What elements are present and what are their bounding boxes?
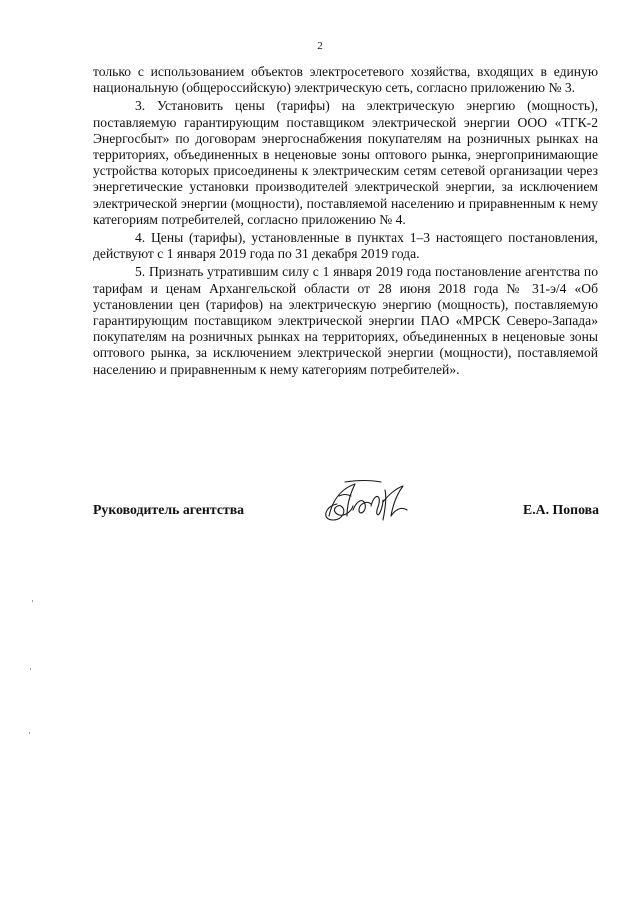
paragraph-continuation: только с использованием объектов электросетевого хозяйства, входящих в единую национальную (общероссийскую) электрическую сеть, согласно приложению № 3. [93,64,598,96]
signer-title: Руководитель агентства [93,502,245,517]
signer-name: Е.А. Попова [523,502,599,517]
paragraph-item-3: 3. Установить цены (тарифы) на электрическую энергию (мощность), поставляемую гарантирующим поставщиком электрической энергии ООО «ТГК-2 Энергосбыт» по договорам энергоснабжения покупателям на розничных рынках на территориях, объединенных в неценовые зоны оптового рынка, энергопринимающие устройства которых присоединены к электрическим сетям сетевой организации через энергетические установки производителей электрической энергии, за исключением электрической энергии (мощности), поставляемой населению и приравненным к нему категориям потребителей, согласно приложению № 4. [93,98,598,227]
paragraph-item-5: 5. Признать утратившим силу с 1 января 2019 года постановление агентства по тарифам и ценам Архангельской области от 28 июня 2018 года № 31-э/4 «Об установлении цен (тарифов) на электрическую энергию (мощность), поставляемую гарантирующим поставщиком электрической энергии ПАО «МРСК Северо-Запада» покупателям на розничных рынках на территориях, объединенных в неценовые зоны оптового рынка, за исключением электрической энергии (мощности), поставляемой населению и приравненным к нему категориям потребителей». [93,264,598,377]
signature-block [93,500,599,532]
paragraph-item-4: 4. Цены (тарифы), установленные в пунктах 1–3 настоящего постановления, действуют с 1 января 2019 года по 31 декабря 2019 года. [93,230,598,262]
scan-mark [29,732,30,734]
document-body [93,64,598,380]
scan-mark [32,600,33,602]
handwritten-signature-icon [317,476,427,528]
scan-mark [30,668,31,670]
page-number: 2 [317,40,323,52]
